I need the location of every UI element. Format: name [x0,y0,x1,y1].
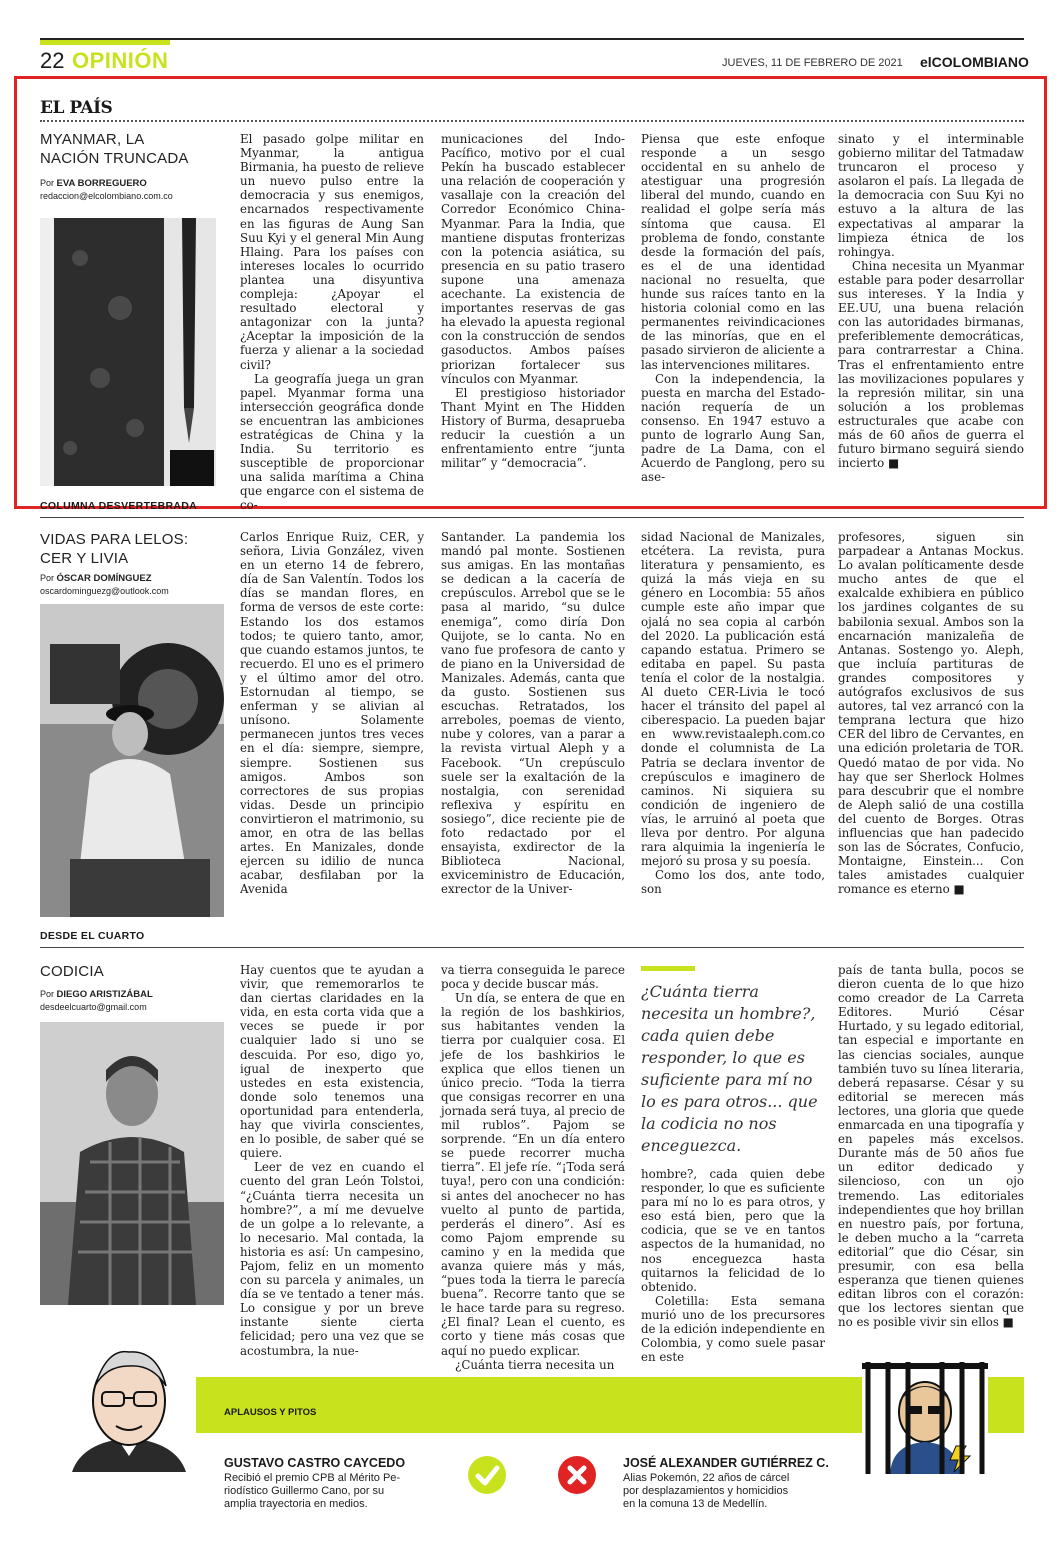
el-pais-logo: EL PAÍS [40,98,113,118]
article2-paragraph: profesores, siguen sin parpadear a Antanas Mockus. Lo avalan políticamente desde mucho antes de que el exalcalde exhibiera en público los jardines colgantes de su babilonia sexual. Ambos son la encarnación manizaleña de Antanas. Sostengo yo. Aleph, que incluía partituras de grandes compositores y autógrafos exclusivos de sus autores, tal vez arrancó con la temprana lectura que hizo CER del libro de Cervantes, en una edición proletaria de TOR. Quedó matao de por vida. No hay que ser Sherlock Holmes para descubrir que el nombre de Aleph salió de una costilla del cuento de Borges. Otras influencias que han padecido son las de Sócrates, Confucio, Montaigne, Einstein... Con tales amistades cualquier romance es eterno ■ [838,530,1024,897]
article3-paragraph: va tierra conseguida le parece poca y decide buscar más. [441,963,625,992]
article2-email: oscardominguezg@outlook.com [40,586,169,596]
header-rule [40,38,1024,40]
article3-column-4 [838,963,1024,1348]
article1-paragraph: El pasado golpe militar en Myanmar, la antigua Birmania, ha puesto de relieve un nuevo pulso entre la democracia y sus enemigos, encarnados respectivamente en las figuras de Aung San Suu Kyi y el general Min Aung Hlaing. Para los países con intereses locales lo ocurrido plantea una disyuntiva compleja: ¿Apoyar el resultado electoral y antagonizar con la junta? ¿Aceptar la imposición de la fuerza y alienar a la sociedad civil? [240,132,424,372]
article3-paragraph: Coletilla: Esta semana murió uno de los precursores de la edición independiente en Colombia, y como suele pasar en este [641,1293,825,1365]
article1-title-line1: MYANMAR, LA [40,131,145,148]
article2-paragraph: sidad Nacional de Manizales, etcétera. La revista, pura literatura y pensamiento, es quizá la más vieja en su género en Locombia: 55 años cumple este año impar que ojalá no sea copia al carbón del 2020. La publicación está capando estatua. Primero se editaba en papel. Su pasta tenía el color de la nostalgia. Al dueto CER-Livia le tocó hacer el tránsito del papel al ciberespacio. La pueden bajar en www.revistaaleph.com.co donde el columnista de La Patria se declara inventor de crepúsculos e imaginero de caminos. Ni siquiera su condición de ingeniero de vías, le arruinó al poeta que lleva por dentro. Por alguna rara alquimia la ingeniería le mejoró su prosa y su poesía. [641,530,825,869]
article3-column-3 [641,1167,825,1365]
article3-byline [40,988,230,1013]
article1-paragraph: Con la independencia, la puesta en marcha del Estado-nación requería de un consenso. En 1947 estuvo a punto de lograrlo Aung San, padre de La Dama, con el Acuerdo de Panglong, pero su ase- [641,371,825,485]
article1-top-rule [40,120,1024,122]
cross-icon [558,1456,596,1494]
article1-paragraph: La geografía juega un gran papel. Myanmar forma una intersección geográfica donde se encuentran las ambiciones estratégicas de China y la India. Su territorio es susceptible de proporcionar una salida marítima a China que engarce con el sistema de co- [240,371,424,513]
caricature-jailed-man [862,1362,988,1474]
byline-prefix: Por [40,178,55,188]
jail-bars-icon [862,1362,988,1474]
article3-top-rule [40,947,1024,948]
article2-column-3 [641,530,825,925]
section-accent-bar [40,40,170,45]
article2-title-line1: VIDAS PARA LELOS: [40,531,189,548]
applause-text-line: Recibió el premio CPB al Mérito Pe- [224,1472,401,1484]
caricature-gustavo [62,1346,196,1472]
article1-title-line2: NACIÓN TRUNCADA [40,150,189,167]
article1-byline [40,177,230,202]
byline-prefix: Por [40,989,55,999]
pen-map-illustration [40,218,216,486]
aplausos-pitos-title: APLAUSOS Y PITOS [224,1407,317,1418]
whistle-text-line: Alias Pokemón, 22 años de cárcel [623,1472,790,1484]
article3-column-2 [441,963,625,1372]
article2-photo [40,604,224,917]
article3-title: CODICIA [40,963,104,980]
whistle-description [623,1472,853,1511]
article3-email: desdeelcuarto@gmail.com [40,1002,147,1012]
article2-byline [40,572,230,597]
check-mark [468,1456,506,1494]
article1-author: EVA BORREGUERO [56,178,147,189]
newspaper-brand: elCOLOMBIANO [920,54,1029,70]
article1-column-2 [441,132,625,487]
article3-paragraph: ¿Cuánta tierra necesita un [455,1357,615,1372]
article2-title-line2: CER Y LIVIA [40,550,129,567]
check-icon [468,1456,506,1494]
page-number: 22 [40,48,65,73]
man-with-locomotive-photo [40,604,224,917]
article1-column-4 [838,132,1024,487]
whistle-text-line: en la comuna 13 de Medellín. [623,1498,768,1510]
article3-paragraph: Leer de vez en cuando el cuento del gran León Tolstoi, “¿Cuánta tierra necesita un hombre?”, a mí me devuelve de un golpe a lo relevante, a lo necesario. Mal contada, la historia es así: Un campesino, Pajom, feliz en un momento con su parcela y animales, un día se ve tentado a tener más. Lo consigue y por un breve instante siente cierta felicidad; pero una vez que se acostumbra, la nue- [240,1160,424,1358]
article3-paragraph: hombre?, cada quien debe responder, lo que es suficiente para mí no lo es para otros, y eso está bien, pero que la codicia, que se ve en tantos aspectos de la humanidad, no nos enceguezca hasta quitarnos la felicidad de lo obtenido. [641,1167,825,1294]
article2-author: ÓSCAR DOMÍNGUEZ [56,573,152,584]
applause-name: GUSTAVO CASTRO CAYCEDO [224,1456,406,1470]
article3-kicker: DESDE EL CUARTO [40,930,145,942]
pull-quote-accent [641,966,695,971]
article2-column-1 [240,530,424,925]
article1-title [40,130,230,168]
article3-paragraph: Un día, se entera de que en la región de los bashkirios, sus habitantes venden la tierra por cualquier cosa. El jefe de los bashkirios le explica que ellos tienen un único precio. “Toda la tierra que consigas recorrer en una jornada será tuya, al precio de mil rublos”. Pajom se sorprende. “En un día entero se puede recorrer mucha tierra”. El jefe ríe. “¡Toda será tuya!, pero con una condición: si antes del anochecer no has vuelto al punto de partida, perderás el dinero”. Así es como Pajom emprende su camino y en la medida que avanza quiere más y más, “pues toda la tierra le parecía buena”. Recorre tanto que se le hace tarde para su regreso. ¿El final? Lean el cuento, es corto y tiene más cosas que aquí no puedo explicar. [441,991,625,1358]
article1-paragraph: sinato y el interminable gobierno militar del Tatmadaw truncaron el proceso y asolaron el país. La llegada de la democracia con Suu Kyi no estuvo a la altura de las expectativas al amparar la limpieza étnica de los rohingya. [838,132,1024,259]
article1-paragraph: municaciones del Indo-Pacífico, motivo por el cual Pekín ha buscado establecer una relación de cooperación y vasallaje con la creación del Corredor Económico China-Myanmar. Para la India, que mantiene disputas fronterizas con la potencia asiática, su presencia en su patio trasero supone una amenaza acechante. La existencia de importantes reservas de gas ha elevado la apuesta regional con la construcción de sendos gasoductos. Ambos países priorizan fortalecer sus vínculos con Myanmar. [441,132,625,386]
article2-kicker: COLUMNA DESVERTEBRADA [40,500,197,512]
article1-paragraph: El prestigioso historiador Thant Myint en The Hidden History of Burma, desaprueba reducir la cuestión a un enfrentamiento entre “junta militar” y “democracia”. [441,385,625,471]
article3-paragraph: Hay cuentos que te ayudan a vivir, que rememorarlos te dan ciertas claridades en la vida, en esta corta vida que a veces se puede ir por cualquier lado si uno se descuida. Por eso, digo yo, igual de inexperto que ustedes en esta existencia, donde solo tenemos una oportunidad para entenderla, hay que vivirla conscientes, en lo posible, de saber qué se quiere. [240,963,424,1161]
article1-paragraph: Piensa que este enfoque responde a un sesgo occidental en su anhelo de atestiguar una progresión liberal del mundo, cuando en realidad el golpe sería más síntoma que causa. El problema de fondo, constante desde la formación del país, es el de una identidad nacional no resuelta, que hunde sus raíces tanto en la historia colonial como en las permanentes reivindicaciones de las minorías, que en el pasado sirvieron de aliciente a las intervenciones militares. [641,132,825,372]
article1-paragraph: China necesita un Myanmar estable para poder desarrollar sus intereses. Y la India y EE.UU, una buena relación con las autoridades birmanas, preferiblemente democráticas, para contrarrestar a China. Tras el enfrentamiento entre las movilizaciones populares y la represión militar, sin una solución a los problemas estructurales que acabe con más de 60 años de guerra el futuro birmano seguirá siendo incierto ■ [838,258,1024,471]
article2-column-4 [838,530,1024,925]
article1-illustration [40,218,216,486]
article2-paragraph: Carlos Enrique Ruiz, CER, y señora, Livia González, viven en un eterno 14 de febrero, día de San Valentín. Todos los días se mandan flores, en forma de versos de este corte: Estando los dos estamos todos; te quiero tanto, amor, que cuando estamos juntos, te recuerdo. El uno es el primero y el último amor del otro. Estornudan al tiempo, se enferman y se alivian al unísono. Solamente permanecen juntos tres veces en el día: siempre, siempre, siempre. Sostienen sus amigos. Ambos son correctores de sus propias vidas. Desde un principio convirtieron el matrimonio, su amor, en otra de las bellas artes. En Manizales, donde ejercen su idilio de nunca acabar, desfilaban por la Avenida [240,530,424,897]
article3-author: DIEGO ARISTIZÁBAL [56,989,153,1000]
pull-quote: ¿Cuánta tierra necesita un hombre?, cada quien debe responder, lo que es suficiente para mí no lo es para otros... que la codicia no nos enceguezca. [641,982,818,1155]
whistle-name: JOSÉ ALEXANDER GUTIÉRREZ C. [623,1456,829,1470]
author-portrait-photo [40,1022,224,1305]
whistle-text-line: por desplazamientos y homicidios [623,1485,789,1497]
article3-photo [40,1022,224,1305]
article1-column-3 [641,132,825,487]
article2-paragraph: Como los dos, ante todo, son [641,868,825,897]
article2-title [40,530,230,568]
article3-column-1 [240,963,424,1358]
article1-email: redaccion@elcolombiano.com.co [40,191,173,201]
article2-paragraph: Santander. La pandemia los mandó pal monte. Sostienen sus amigas. En las montañas se dedican a la cacería de crepúsculos. Arrebol que se le pasa al marido, “su dulce enemiga”, como diría Don Quijote, se lo canta. No en vano fue profesora de canto y de piano en la Universidad de Manizales. Además, canta que da gusto. Sostienen sus escuchas. Retratados, los arreboles, poemas de viento, nube y colores, van a parar a la revista virtual Aleph y a Facebook. “Un crepúsculo suele ser la exaltación de la nostalgia, con serenidad reflexiva y espíritu en sosiego”, dice reciente pie de foto redactado por el ensayista, exdirector de la Biblioteca Nacional, exviceministro de Educación, exrector de la Univer- [441,530,625,897]
article2-column-2 [441,530,625,925]
applause-description [224,1472,454,1511]
applause-text-line: amplia trayectoria en medios. [224,1498,368,1510]
article2-top-rule [40,517,1024,518]
article3-paragraph: país de tanta bulla, pocos se dieron cuenta de lo que hizo como creador de La Carreta Editores. Murió César Hurtado, y su legado editorial, tan especial e importante en las ciencias sociales, aunque también tuvo su línea literaria, deberá repasarse. César y su editorial se merecen más lectores, una gloria que quede enmarcada en una tipografía y en papeles más excelsos. Durante más de 50 años fue un editor dedicado y silencioso, con un ojo tremendo. Las editoriales independientes que hoy brillan en nuestro país, por fortuna, le deben mucho a la “carreta editorial” que dio César, sin presumir, con esa bella esperanza que tienen quienes editan libros con el corazón: que los lectores sientan que no es posible vivir sin ellos ■ [838,963,1024,1330]
cross-mark [558,1456,596,1494]
byline-prefix: Por [40,573,55,583]
article1-column-1 [240,132,424,513]
applause-text-line: riodístico Guillermo Cano, por su [224,1485,385,1497]
caricature-man-glasses-icon [62,1346,196,1472]
section-title: OPINIÓN [72,48,169,73]
issue-date: JUEVES, 11 DE FEBRERO DE 2021 [722,57,903,69]
